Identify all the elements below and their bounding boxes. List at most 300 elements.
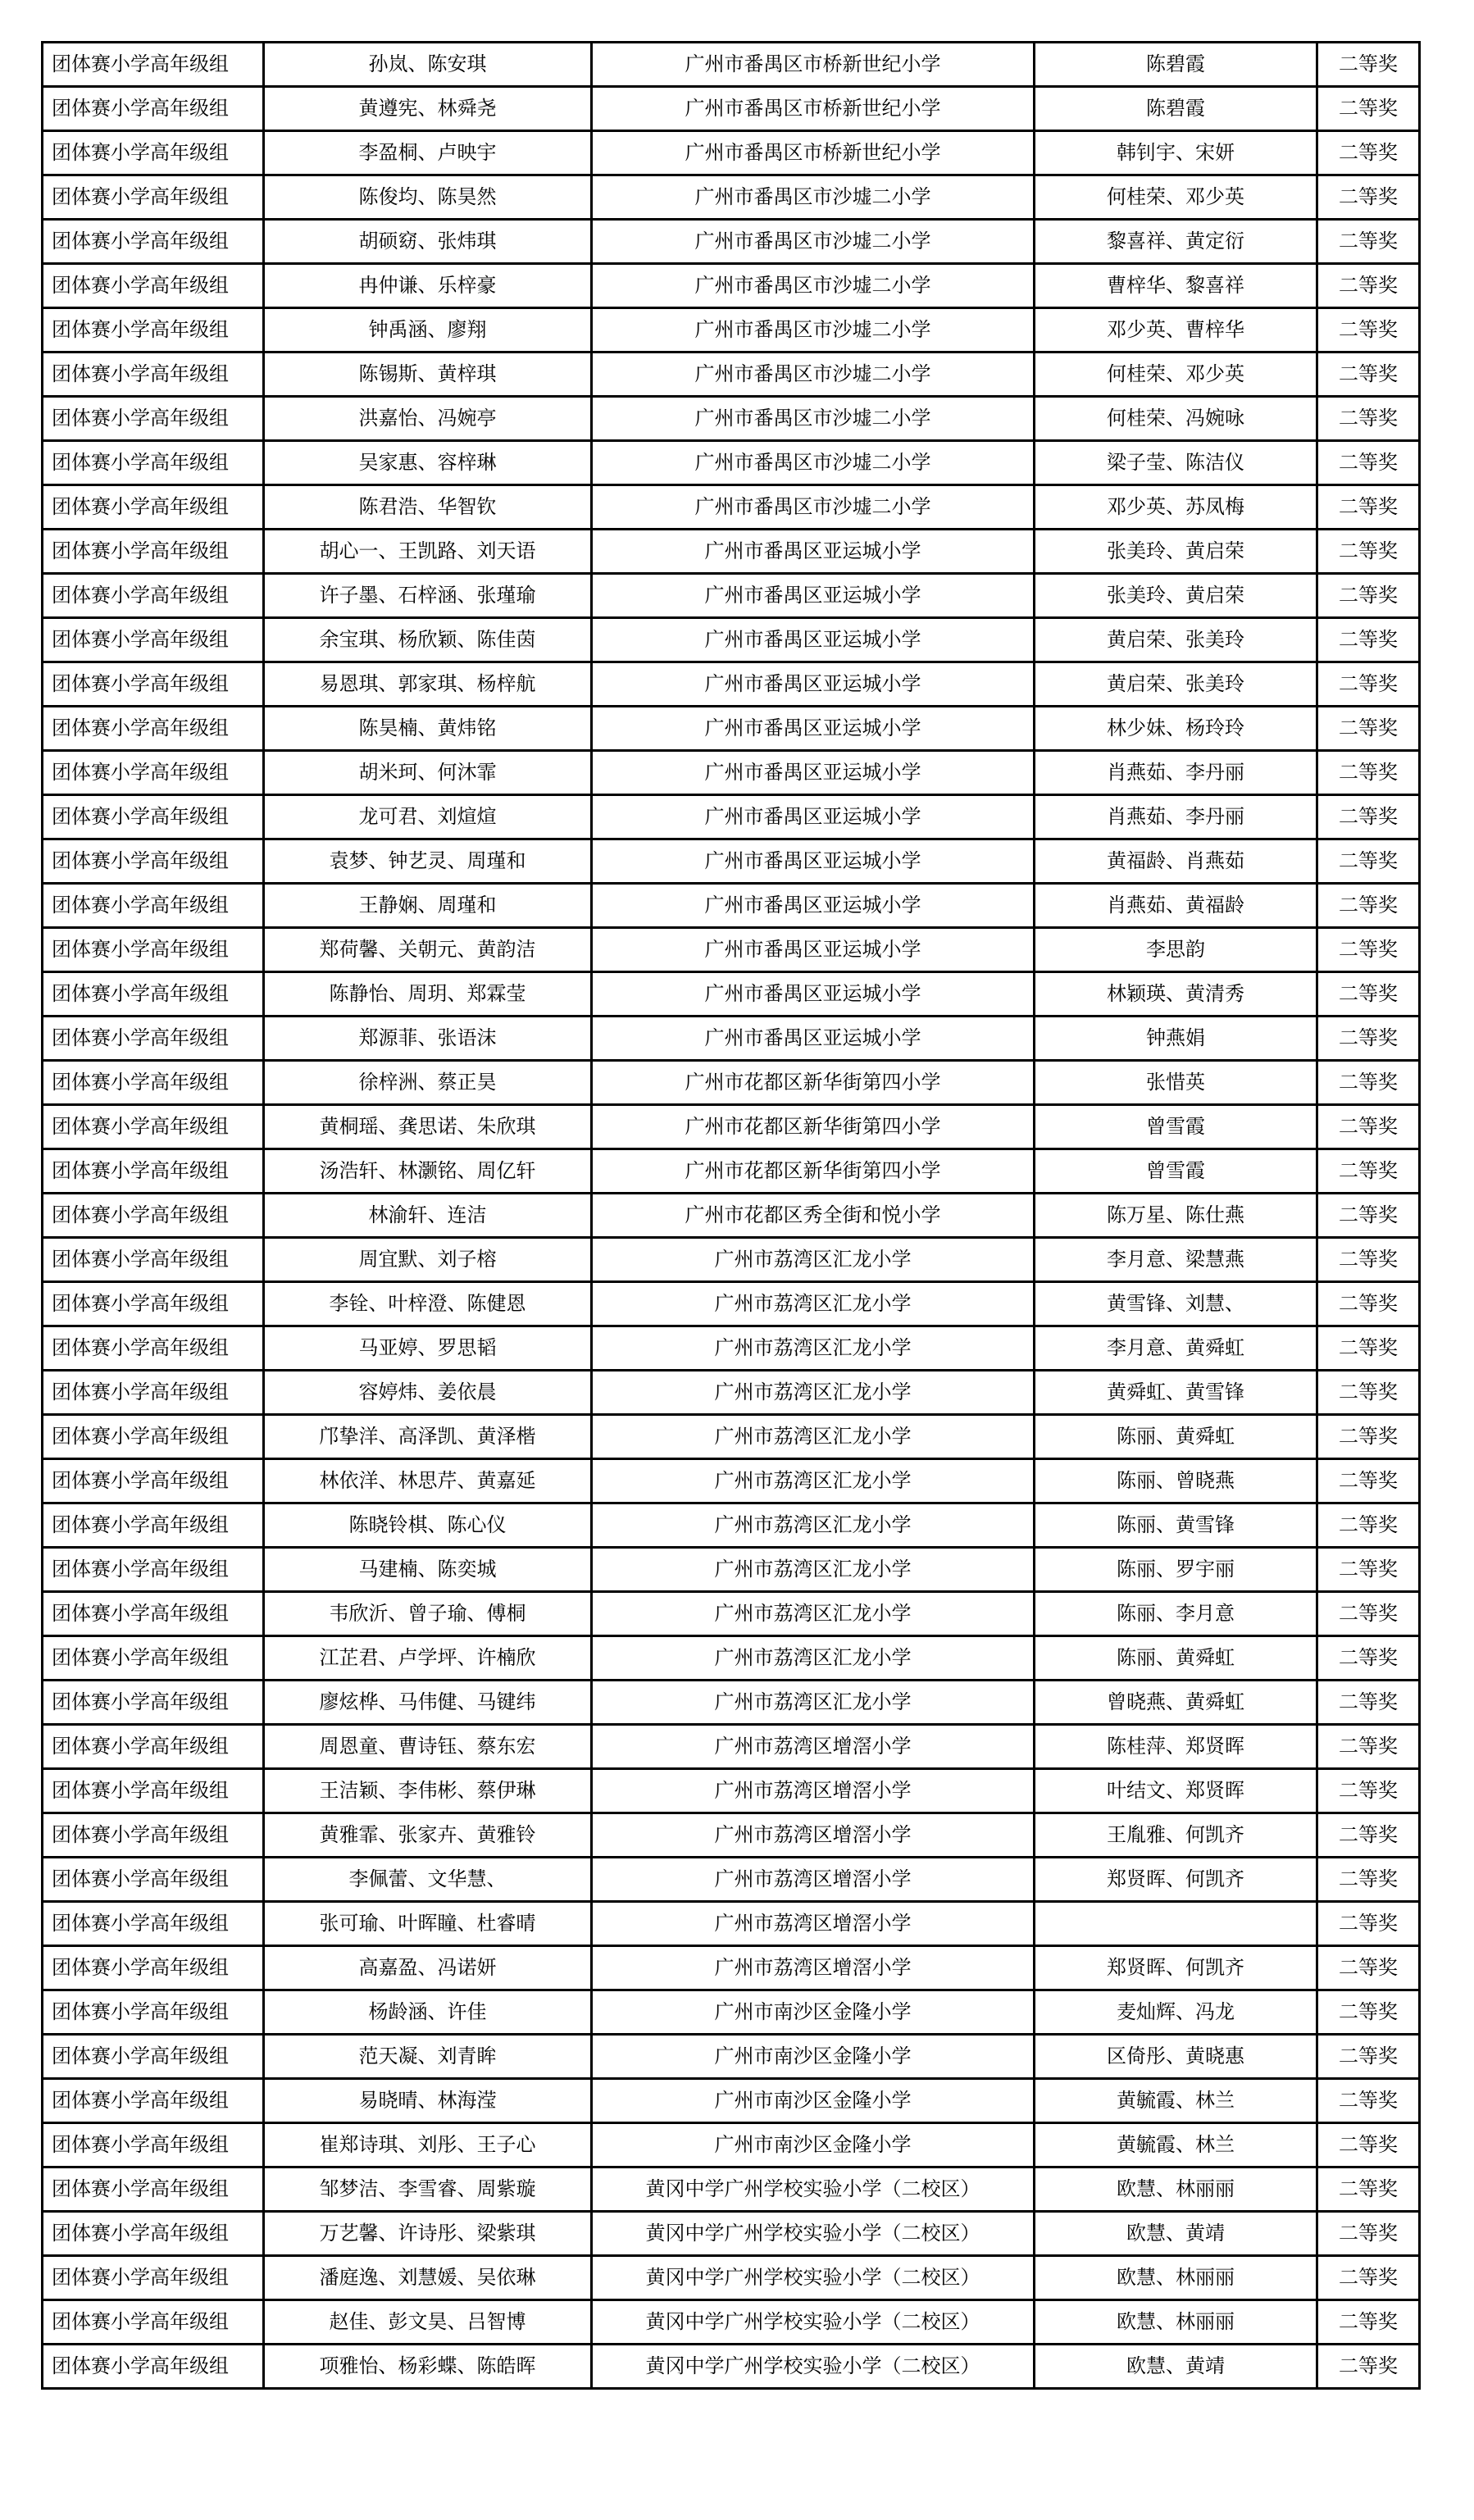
group-cell: 团体赛小学高年级组 <box>43 397 264 441</box>
team-members-cell: 陈昊楠、黄炜铭 <box>264 707 592 751</box>
school-cell: 广州市番禺区市桥新世纪小学 <box>592 131 1035 175</box>
group-cell: 团体赛小学高年级组 <box>43 264 264 308</box>
award-cell: 二等奖 <box>1317 485 1420 530</box>
school-cell: 广州市荔湾区增滘小学 <box>592 1946 1035 1990</box>
school-cell: 广州市荔湾区汇龙小学 <box>592 1371 1035 1415</box>
group-cell: 团体赛小学高年级组 <box>43 220 264 264</box>
school-cell: 广州市花都区新华街第四小学 <box>592 1149 1035 1194</box>
award-cell: 二等奖 <box>1317 1636 1420 1681</box>
teacher-cell: 郑贤晖、何凯齐 <box>1035 1946 1317 1990</box>
team-members-cell: 孙岚、陈安琪 <box>264 43 592 87</box>
teacher-cell: 林颖瑛、黄清秀 <box>1035 972 1317 1017</box>
award-cell: 二等奖 <box>1317 707 1420 751</box>
table-row <box>43 1813 1420 1858</box>
teacher-cell: 陈万星、陈仕燕 <box>1035 1194 1317 1238</box>
group-cell: 团体赛小学高年级组 <box>43 751 264 795</box>
table-row <box>43 1681 1420 1725</box>
table-row <box>43 1326 1420 1371</box>
group-cell: 团体赛小学高年级组 <box>43 1194 264 1238</box>
teacher-cell: 曾雪霞 <box>1035 1149 1317 1194</box>
award-cell: 二等奖 <box>1317 1902 1420 1946</box>
school-cell: 广州市荔湾区汇龙小学 <box>592 1548 1035 1592</box>
group-cell: 团体赛小学高年级组 <box>43 1769 264 1813</box>
group-cell: 团体赛小学高年级组 <box>43 662 264 707</box>
table-row <box>43 574 1420 618</box>
award-cell: 二等奖 <box>1317 308 1420 353</box>
teacher-cell: 欧慧、黄靖 <box>1035 2212 1317 2256</box>
teacher-cell: 麦灿辉、冯龙 <box>1035 1990 1317 2035</box>
table-row <box>43 264 1420 308</box>
group-cell: 团体赛小学高年级组 <box>43 1681 264 1725</box>
award-cell: 二等奖 <box>1317 1592 1420 1636</box>
team-members-cell: 陈晓铃棋、陈心仪 <box>264 1503 592 1548</box>
table-row <box>43 2212 1420 2256</box>
group-cell: 团体赛小学高年级组 <box>43 43 264 87</box>
teacher-cell: 黄毓霞、林兰 <box>1035 2079 1317 2123</box>
group-cell: 团体赛小学高年级组 <box>43 1990 264 2035</box>
teacher-cell: 邓少英、苏凤梅 <box>1035 485 1317 530</box>
table-row <box>43 1415 1420 1459</box>
team-members-cell: 黄遵宪、林舜尧 <box>264 87 592 131</box>
table-row <box>43 839 1420 884</box>
team-members-cell: 陈君浩、华智钦 <box>264 485 592 530</box>
group-cell: 团体赛小学高年级组 <box>43 2256 264 2300</box>
teacher-cell: 韩钊宇、宋妍 <box>1035 131 1317 175</box>
table-row <box>43 972 1420 1017</box>
school-cell: 广州市番禺区亚运城小学 <box>592 751 1035 795</box>
group-cell: 团体赛小学高年级组 <box>43 1503 264 1548</box>
table-row <box>43 928 1420 972</box>
team-members-cell: 范天凝、刘青眸 <box>264 2035 592 2079</box>
school-cell: 广州市荔湾区汇龙小学 <box>592 1415 1035 1459</box>
award-cell: 二等奖 <box>1317 2123 1420 2167</box>
school-cell: 广州市番禺区亚运城小学 <box>592 795 1035 839</box>
award-cell: 二等奖 <box>1317 1813 1420 1858</box>
table-row <box>43 530 1420 574</box>
team-members-cell: 容婷炜、姜依晨 <box>264 1371 592 1415</box>
school-cell: 广州市荔湾区汇龙小学 <box>592 1326 1035 1371</box>
group-cell: 团体赛小学高年级组 <box>43 1592 264 1636</box>
teacher-cell: 钟燕娟 <box>1035 1017 1317 1061</box>
table-row <box>43 2256 1420 2300</box>
teacher-cell: 何桂荣、冯婉咏 <box>1035 397 1317 441</box>
group-cell: 团体赛小学高年级组 <box>43 1858 264 1902</box>
table-row <box>43 2035 1420 2079</box>
school-cell: 广州市番禺区市桥新世纪小学 <box>592 87 1035 131</box>
team-members-cell: 洪嘉怡、冯婉亭 <box>264 397 592 441</box>
school-cell: 广州市番禺区亚运城小学 <box>592 1017 1035 1061</box>
school-cell: 广州市番禺区市沙墟二小学 <box>592 485 1035 530</box>
team-members-cell: 陈锡斯、黄梓琪 <box>264 353 592 397</box>
award-table-body <box>43 43 1420 2389</box>
teacher-cell: 欧慧、黄靖 <box>1035 2345 1317 2389</box>
team-members-cell: 周宜默、刘子榕 <box>264 1238 592 1282</box>
award-cell: 二等奖 <box>1317 928 1420 972</box>
school-cell: 广州市荔湾区汇龙小学 <box>592 1636 1035 1681</box>
award-cell: 二等奖 <box>1317 2256 1420 2300</box>
award-cell: 二等奖 <box>1317 1326 1420 1371</box>
team-members-cell: 崔郑诗琪、刘彤、王子心 <box>264 2123 592 2167</box>
table-row <box>43 2345 1420 2389</box>
award-cell: 二等奖 <box>1317 1105 1420 1149</box>
group-cell: 团体赛小学高年级组 <box>43 1946 264 1990</box>
school-cell: 黄冈中学广州学校实验小学（二校区） <box>592 2345 1035 2389</box>
table-row <box>43 441 1420 485</box>
group-cell: 团体赛小学高年级组 <box>43 1636 264 1681</box>
award-cell: 二等奖 <box>1317 795 1420 839</box>
award-cell: 二等奖 <box>1317 1149 1420 1194</box>
team-members-cell: 吴家惠、容梓琳 <box>264 441 592 485</box>
teacher-cell: 叶结文、郑贤晖 <box>1035 1769 1317 1813</box>
group-cell: 团体赛小学高年级组 <box>43 795 264 839</box>
award-cell: 二等奖 <box>1317 2212 1420 2256</box>
award-cell: 二等奖 <box>1317 1194 1420 1238</box>
team-members-cell: 胡硕窈、张炜琪 <box>264 220 592 264</box>
table-row <box>43 795 1420 839</box>
award-cell: 二等奖 <box>1317 220 1420 264</box>
group-cell: 团体赛小学高年级组 <box>43 2345 264 2389</box>
school-cell: 广州市荔湾区汇龙小学 <box>592 1681 1035 1725</box>
teacher-cell: 陈丽、黄舜虹 <box>1035 1636 1317 1681</box>
award-cell: 二等奖 <box>1317 972 1420 1017</box>
school-cell: 广州市番禺区亚运城小学 <box>592 884 1035 928</box>
award-cell: 二等奖 <box>1317 1017 1420 1061</box>
table-row <box>43 397 1420 441</box>
table-row <box>43 308 1420 353</box>
group-cell: 团体赛小学高年级组 <box>43 485 264 530</box>
award-cell: 二等奖 <box>1317 662 1420 707</box>
table-row <box>43 1946 1420 1990</box>
table-row <box>43 662 1420 707</box>
award-cell: 二等奖 <box>1317 618 1420 662</box>
team-members-cell: 廖炫桦、马伟健、马键纬 <box>264 1681 592 1725</box>
teacher-cell: 黄毓霞、林兰 <box>1035 2123 1317 2167</box>
group-cell: 团体赛小学高年级组 <box>43 2212 264 2256</box>
team-members-cell: 马建楠、陈奕城 <box>264 1548 592 1592</box>
team-members-cell: 钟禹涵、廖翔 <box>264 308 592 353</box>
group-cell: 团体赛小学高年级组 <box>43 707 264 751</box>
teacher-cell: 欧慧、林丽丽 <box>1035 2256 1317 2300</box>
group-cell: 团体赛小学高年级组 <box>43 1061 264 1105</box>
group-cell: 团体赛小学高年级组 <box>43 131 264 175</box>
table-row <box>43 353 1420 397</box>
group-cell: 团体赛小学高年级组 <box>43 1548 264 1592</box>
team-members-cell: 李铨、叶梓澄、陈健恩 <box>264 1282 592 1326</box>
group-cell: 团体赛小学高年级组 <box>43 839 264 884</box>
team-members-cell: 黄桐瑶、龚思诺、朱欣琪 <box>264 1105 592 1149</box>
school-cell: 黄冈中学广州学校实验小学（二校区） <box>592 2167 1035 2212</box>
table-row <box>43 1017 1420 1061</box>
table-row <box>43 1548 1420 1592</box>
table-row <box>43 131 1420 175</box>
group-cell: 团体赛小学高年级组 <box>43 1017 264 1061</box>
group-cell: 团体赛小学高年级组 <box>43 1415 264 1459</box>
school-cell: 广州市荔湾区增滘小学 <box>592 1902 1035 1946</box>
group-cell: 团体赛小学高年级组 <box>43 928 264 972</box>
teacher-cell: 曹梓华、黎喜祥 <box>1035 264 1317 308</box>
table-row <box>43 1636 1420 1681</box>
table-row <box>43 618 1420 662</box>
group-cell: 团体赛小学高年级组 <box>43 2123 264 2167</box>
table-row <box>43 1769 1420 1813</box>
team-members-cell: 邹梦洁、李雪睿、周紫璇 <box>264 2167 592 2212</box>
award-cell: 二等奖 <box>1317 1238 1420 1282</box>
school-cell: 黄冈中学广州学校实验小学（二校区） <box>592 2256 1035 2300</box>
school-cell: 广州市南沙区金隆小学 <box>592 2123 1035 2167</box>
award-cell: 二等奖 <box>1317 1990 1420 2035</box>
school-cell: 广州市番禺区市沙墟二小学 <box>592 264 1035 308</box>
award-cell: 二等奖 <box>1317 884 1420 928</box>
group-cell: 团体赛小学高年级组 <box>43 441 264 485</box>
team-members-cell: 赵佳、彭文昊、吕智博 <box>264 2300 592 2345</box>
group-cell: 团体赛小学高年级组 <box>43 1725 264 1769</box>
group-cell: 团体赛小学高年级组 <box>43 1238 264 1282</box>
school-cell: 广州市番禺区亚运城小学 <box>592 618 1035 662</box>
school-cell: 广州市南沙区金隆小学 <box>592 2035 1035 2079</box>
award-cell: 二等奖 <box>1317 1769 1420 1813</box>
table-row <box>43 1459 1420 1503</box>
award-cell: 二等奖 <box>1317 397 1420 441</box>
school-cell: 广州市番禺区市沙墟二小学 <box>592 220 1035 264</box>
table-row <box>43 220 1420 264</box>
teacher-cell <box>1035 1902 1317 1946</box>
school-cell: 广州市番禺区亚运城小学 <box>592 839 1035 884</box>
group-cell: 团体赛小学高年级组 <box>43 618 264 662</box>
team-members-cell: 杨龄涵、许佳 <box>264 1990 592 2035</box>
award-cell: 二等奖 <box>1317 441 1420 485</box>
school-cell: 黄冈中学广州学校实验小学（二校区） <box>592 2300 1035 2345</box>
award-cell: 二等奖 <box>1317 2300 1420 2345</box>
group-cell: 团体赛小学高年级组 <box>43 1371 264 1415</box>
award-cell: 二等奖 <box>1317 1503 1420 1548</box>
school-cell: 广州市番禺区亚运城小学 <box>592 928 1035 972</box>
school-cell: 广州市番禺区市桥新世纪小学 <box>592 43 1035 87</box>
school-cell: 广州市花都区秀全街和悦小学 <box>592 1194 1035 1238</box>
award-cell: 二等奖 <box>1317 1548 1420 1592</box>
teacher-cell: 张美玲、黄启荣 <box>1035 530 1317 574</box>
teacher-cell: 陈丽、李月意 <box>1035 1592 1317 1636</box>
award-cell: 二等奖 <box>1317 574 1420 618</box>
teacher-cell: 肖燕茹、黄福龄 <box>1035 884 1317 928</box>
award-cell: 二等奖 <box>1317 1282 1420 1326</box>
team-members-cell: 郑荷馨、关朝元、黄韵洁 <box>264 928 592 972</box>
team-members-cell: 胡心一、王凯路、刘天语 <box>264 530 592 574</box>
school-cell: 广州市番禺区亚运城小学 <box>592 574 1035 618</box>
award-cell: 二等奖 <box>1317 1946 1420 1990</box>
table-row <box>43 87 1420 131</box>
school-cell: 广州市荔湾区汇龙小学 <box>592 1238 1035 1282</box>
school-cell: 广州市番禺区亚运城小学 <box>592 707 1035 751</box>
teacher-cell: 邓少英、曹梓华 <box>1035 308 1317 353</box>
teacher-cell: 陈丽、曾晓燕 <box>1035 1459 1317 1503</box>
group-cell: 团体赛小学高年级组 <box>43 87 264 131</box>
team-members-cell: 李佩蕾、文华慧、 <box>264 1858 592 1902</box>
group-cell: 团体赛小学高年级组 <box>43 2035 264 2079</box>
table-row <box>43 1503 1420 1548</box>
award-cell: 二等奖 <box>1317 353 1420 397</box>
group-cell: 团体赛小学高年级组 <box>43 972 264 1017</box>
team-members-cell: 陈静怡、周玥、郑霖莹 <box>264 972 592 1017</box>
teacher-cell: 王胤雅、何凯齐 <box>1035 1813 1317 1858</box>
teacher-cell: 张美玲、黄启荣 <box>1035 574 1317 618</box>
teacher-cell: 曾雪霞 <box>1035 1105 1317 1149</box>
teacher-cell: 陈桂萍、郑贤晖 <box>1035 1725 1317 1769</box>
team-members-cell: 陈俊均、陈昊然 <box>264 175 592 220</box>
team-members-cell: 林渝轩、连洁 <box>264 1194 592 1238</box>
school-cell: 广州市荔湾区增滘小学 <box>592 1858 1035 1902</box>
award-cell: 二等奖 <box>1317 2167 1420 2212</box>
award-cell: 二等奖 <box>1317 43 1420 87</box>
group-cell: 团体赛小学高年级组 <box>43 1282 264 1326</box>
group-cell: 团体赛小学高年级组 <box>43 2079 264 2123</box>
table-row <box>43 884 1420 928</box>
group-cell: 团体赛小学高年级组 <box>43 530 264 574</box>
team-members-cell: 王洁颖、李伟彬、蔡伊琳 <box>264 1769 592 1813</box>
team-members-cell: 汤浩轩、林灏铭、周亿轩 <box>264 1149 592 1194</box>
teacher-cell: 曾晓燕、黄舜虹 <box>1035 1681 1317 1725</box>
school-cell: 广州市荔湾区增滘小学 <box>592 1769 1035 1813</box>
team-members-cell: 邝挚洋、高泽凯、黄泽楷 <box>264 1415 592 1459</box>
table-row <box>43 1990 1420 2035</box>
school-cell: 广州市荔湾区汇龙小学 <box>592 1282 1035 1326</box>
group-cell: 团体赛小学高年级组 <box>43 308 264 353</box>
team-members-cell: 王静娴、周瑾和 <box>264 884 592 928</box>
group-cell: 团体赛小学高年级组 <box>43 1813 264 1858</box>
teacher-cell: 郑贤晖、何凯齐 <box>1035 1858 1317 1902</box>
award-cell: 二等奖 <box>1317 1725 1420 1769</box>
team-members-cell: 马亚婷、罗思韬 <box>264 1326 592 1371</box>
group-cell: 团体赛小学高年级组 <box>43 1105 264 1149</box>
school-cell: 广州市荔湾区增滘小学 <box>592 1813 1035 1858</box>
teacher-cell: 何桂荣、邓少英 <box>1035 353 1317 397</box>
group-cell: 团体赛小学高年级组 <box>43 1459 264 1503</box>
teacher-cell: 欧慧、林丽丽 <box>1035 2300 1317 2345</box>
school-cell: 广州市南沙区金隆小学 <box>592 2079 1035 2123</box>
group-cell: 团体赛小学高年级组 <box>43 2167 264 2212</box>
team-members-cell: 龙可君、刘煊煊 <box>264 795 592 839</box>
award-cell: 二等奖 <box>1317 1459 1420 1503</box>
table-row <box>43 1282 1420 1326</box>
award-cell: 二等奖 <box>1317 87 1420 131</box>
table-row <box>43 175 1420 220</box>
teacher-cell: 黄雪锋、刘慧、 <box>1035 1282 1317 1326</box>
teacher-cell: 陈丽、罗宇丽 <box>1035 1548 1317 1592</box>
school-cell: 广州市番禺区亚运城小学 <box>592 662 1035 707</box>
teacher-cell: 李月意、黄舜虹 <box>1035 1326 1317 1371</box>
team-members-cell: 张可瑜、叶晖瞳、杜睿晴 <box>264 1902 592 1946</box>
group-cell: 团体赛小学高年级组 <box>43 353 264 397</box>
table-row <box>43 751 1420 795</box>
award-cell: 二等奖 <box>1317 2079 1420 2123</box>
table-row <box>43 1238 1420 1282</box>
table-row <box>43 707 1420 751</box>
school-cell: 广州市南沙区金隆小学 <box>592 1990 1035 2035</box>
table-row <box>43 1105 1420 1149</box>
award-cell: 二等奖 <box>1317 1061 1420 1105</box>
award-cell: 二等奖 <box>1317 2035 1420 2079</box>
teacher-cell: 陈丽、黄雪锋 <box>1035 1503 1317 1548</box>
team-members-cell: 余宝琪、杨欣颖、陈佳茵 <box>264 618 592 662</box>
table-row <box>43 1592 1420 1636</box>
award-cell: 二等奖 <box>1317 131 1420 175</box>
group-cell: 团体赛小学高年级组 <box>43 1902 264 1946</box>
team-members-cell: 李盈桐、卢映宇 <box>264 131 592 175</box>
team-members-cell: 高嘉盈、冯诺妍 <box>264 1946 592 1990</box>
teacher-cell: 黄启荣、张美玲 <box>1035 662 1317 707</box>
school-cell: 广州市番禺区市沙墟二小学 <box>592 175 1035 220</box>
school-cell: 广州市番禺区亚运城小学 <box>592 530 1035 574</box>
teacher-cell: 李月意、梁慧燕 <box>1035 1238 1317 1282</box>
award-cell: 二等奖 <box>1317 1681 1420 1725</box>
school-cell: 黄冈中学广州学校实验小学（二校区） <box>592 2212 1035 2256</box>
school-cell: 广州市荔湾区增滘小学 <box>592 1725 1035 1769</box>
table-row <box>43 2123 1420 2167</box>
school-cell: 广州市花都区新华街第四小学 <box>592 1061 1035 1105</box>
teacher-cell: 陈丽、黄舜虹 <box>1035 1415 1317 1459</box>
teacher-cell: 肖燕茹、李丹丽 <box>1035 795 1317 839</box>
award-cell: 二等奖 <box>1317 1858 1420 1902</box>
group-cell: 团体赛小学高年级组 <box>43 574 264 618</box>
group-cell: 团体赛小学高年级组 <box>43 2300 264 2345</box>
team-members-cell: 周恩童、曹诗钰、蔡东宏 <box>264 1725 592 1769</box>
team-members-cell: 易恩琪、郭家琪、杨梓航 <box>264 662 592 707</box>
group-cell: 团体赛小学高年级组 <box>43 1326 264 1371</box>
team-members-cell: 许子墨、石梓涵、张瑾瑜 <box>264 574 592 618</box>
group-cell: 团体赛小学高年级组 <box>43 175 264 220</box>
teacher-cell: 欧慧、林丽丽 <box>1035 2167 1317 2212</box>
table-row <box>43 2300 1420 2345</box>
award-table <box>41 41 1421 2390</box>
table-row <box>43 1858 1420 1902</box>
table-row <box>43 1061 1420 1105</box>
table-row <box>43 1149 1420 1194</box>
team-members-cell: 江芷君、卢学坪、许楠欣 <box>264 1636 592 1681</box>
teacher-cell: 梁子莹、陈洁仪 <box>1035 441 1317 485</box>
table-row <box>43 2167 1420 2212</box>
award-cell: 二等奖 <box>1317 839 1420 884</box>
school-cell: 广州市番禺区市沙墟二小学 <box>592 353 1035 397</box>
award-cell: 二等奖 <box>1317 530 1420 574</box>
award-cell: 二等奖 <box>1317 1415 1420 1459</box>
teacher-cell: 陈碧霞 <box>1035 87 1317 131</box>
award-cell: 二等奖 <box>1317 264 1420 308</box>
school-cell: 广州市荔湾区汇龙小学 <box>592 1503 1035 1548</box>
team-members-cell: 万艺馨、许诗彤、梁紫琪 <box>264 2212 592 2256</box>
group-cell: 团体赛小学高年级组 <box>43 1149 264 1194</box>
teacher-cell: 林少妹、杨玲玲 <box>1035 707 1317 751</box>
award-cell: 二等奖 <box>1317 1371 1420 1415</box>
table-row <box>43 1194 1420 1238</box>
team-members-cell: 韦欣沂、曾子瑜、傅桐 <box>264 1592 592 1636</box>
team-members-cell: 袁梦、钟艺灵、周瑾和 <box>264 839 592 884</box>
teacher-cell: 黄舜虹、黄雪锋 <box>1035 1371 1317 1415</box>
table-row <box>43 43 1420 87</box>
teacher-cell: 张惜英 <box>1035 1061 1317 1105</box>
team-members-cell: 胡米珂、何沐霏 <box>264 751 592 795</box>
table-row <box>43 2079 1420 2123</box>
teacher-cell: 李思韵 <box>1035 928 1317 972</box>
table-row <box>43 1725 1420 1769</box>
team-members-cell: 冉仲谦、乐梓豪 <box>264 264 592 308</box>
teacher-cell: 区倚彤、黄晓惠 <box>1035 2035 1317 2079</box>
team-members-cell: 林依洋、林思芹、黄嘉延 <box>264 1459 592 1503</box>
award-cell: 二等奖 <box>1317 751 1420 795</box>
teacher-cell: 黄福龄、肖燕茹 <box>1035 839 1317 884</box>
table-row <box>43 1371 1420 1415</box>
team-members-cell: 徐梓洲、蔡正昊 <box>264 1061 592 1105</box>
school-cell: 广州市番禺区市沙墟二小学 <box>592 397 1035 441</box>
award-cell: 二等奖 <box>1317 2345 1420 2389</box>
